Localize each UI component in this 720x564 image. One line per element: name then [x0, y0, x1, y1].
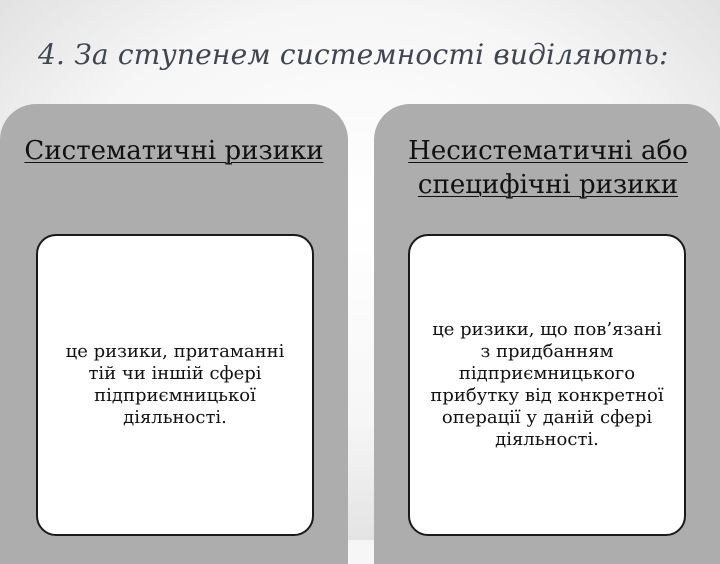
systematic-risks-description: це ризики, притаманні тій чи іншій сфері підприємницької діяльності. [65, 341, 285, 428]
slide-title: 4. За ступенем системності виділяють: [38, 38, 669, 71]
specific-risks-heading: Несистематичні або специфічні ризики [408, 136, 688, 200]
systematic-risks-heading: Систематичні ризики [24, 136, 324, 166]
systematic-risks-card [36, 234, 314, 536]
systematic-risks-panel [0, 104, 348, 564]
specific-risks-card [408, 234, 686, 536]
specific-risks-description: це ризики, що пов’язані з придбанням підприємницького прибутку від конкретної операції у даній сфері діяльності. [430, 319, 664, 450]
specific-risks-panel [374, 104, 720, 564]
